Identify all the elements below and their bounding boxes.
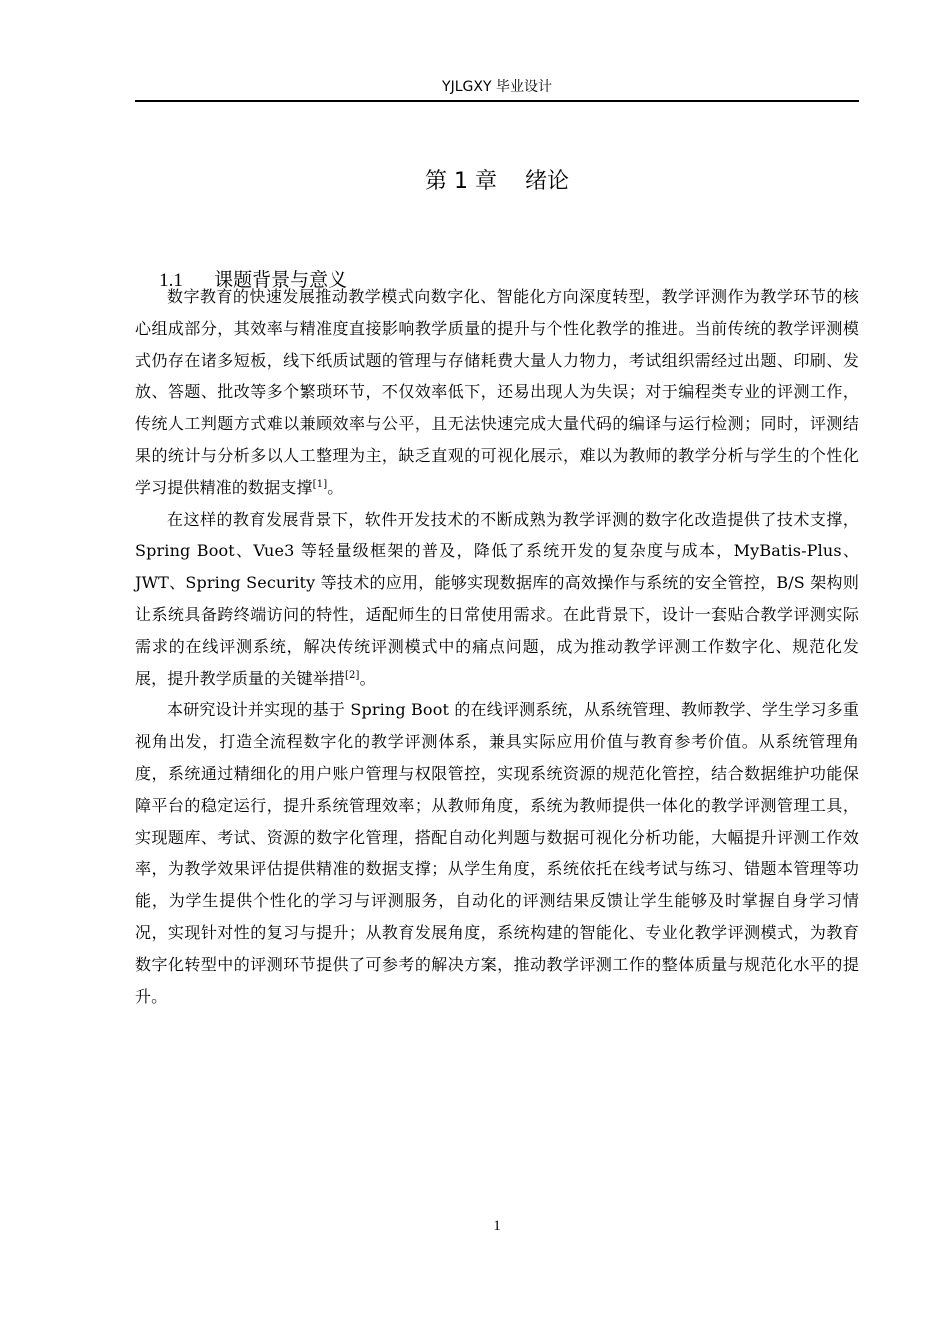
header-rule bbox=[135, 100, 859, 102]
section-number: 1.1 bbox=[159, 270, 183, 291]
paragraph-end: 。 bbox=[327, 477, 344, 497]
paragraph-text: 数字教育的快速发展推动教学模式向数字化、智能化方向深度转型，教学评测作为教学环节的核心组成部分，其效率与精准度直接影响教学质量的提升与个性化教学的推进。当前传统的教学评测模式仍存在诸多短板，线下纸质试题的管理与存储耗费大量人力物力，考试组织需经过出题、印刷、发放、答题、批改等多个繁琐环节，不仅效率低下，还易出现人为失误；对于编程类专业的评测工作，传统人工判题方式难以兼顾效率与公平，且无法快速完成大量代码的编译与运行检测；同时，评测结果的统计与分析多以人工整理为主，缺乏直观的可视化展示，难以为教师的教学分析与学生的个性化学习提供精准的数据支撑 bbox=[135, 287, 859, 497]
citation-marker: [2] bbox=[344, 669, 360, 681]
paragraph-3 bbox=[135, 694, 859, 1012]
page-number: 1 bbox=[493, 1218, 501, 1234]
paragraph-text: 在这样的教育发展背景下，软件开发技术的不断成熟为教学评测的数字化改造提供了技术支撑，Spring Boot、Vue3 等轻量级框架的普及，降低了系统开发的复杂度与成本，MyBatis-Plus、JWT、Spring Security 等技术的应用，能够实现数据库的高效操作与系统的安全管控，B/S 架构则让系统具备跨终端访问的特性，适配师生的日常使用需求。在此背景下，设计一套贴合教学评测实际需求的在线评测系统，解决传统评测模式中的痛点问题，成为推动教学评测工作数字化、规范化发展，提升教学质量的关键举措 bbox=[135, 509, 859, 688]
running-header: YJLGXY 毕业设计 bbox=[442, 79, 552, 95]
paragraph-2 bbox=[135, 504, 859, 695]
paragraph-1 bbox=[135, 281, 859, 504]
section-title: 课题背景与意义 bbox=[214, 269, 348, 291]
paragraph-text: 本研究设计并实现的基于 Spring Boot 的在线评测系统，从系统管理、教师教学、学生学习多重视角出发，打造全流程数字化的教学评测体系，兼具实际应用价值与教育参考价值。从系统管理角度，系统通过精细化的用户账户管理与权限管控，实现系统资源的规范化管控，结合数据维护功能保障平台的稳定运行，提升系统管理效率；从教师角度，系统为教师提供一体化的教学评测管理工具，实现题库、考试、资源的数字化管理，搭配自动化判题与数据可视化分析功能，大幅提升评测工作效率，为教学效果评估提供精准的数据支撑；从学生角度，系统依托在线考试与练习、错题本管理等功能，为学生提供个性化的学习与评测服务，自动化的评测结果反馈让学生能够及时掌握自身学习情况，实现针对性的复习与提升；从教育发展角度，系统构建的智能化、专业化教学评测模式，为教育数字化转型中的评测环节提供了可参考的解决方案，推动教学评测工作的整体质量与规范化水平的提升。 bbox=[135, 700, 859, 1006]
citation-marker: [1] bbox=[312, 478, 328, 490]
chapter-title: 第 1 章 绪论 bbox=[425, 169, 569, 194]
body-text bbox=[135, 281, 859, 1012]
paragraph-end: 。 bbox=[359, 668, 376, 688]
